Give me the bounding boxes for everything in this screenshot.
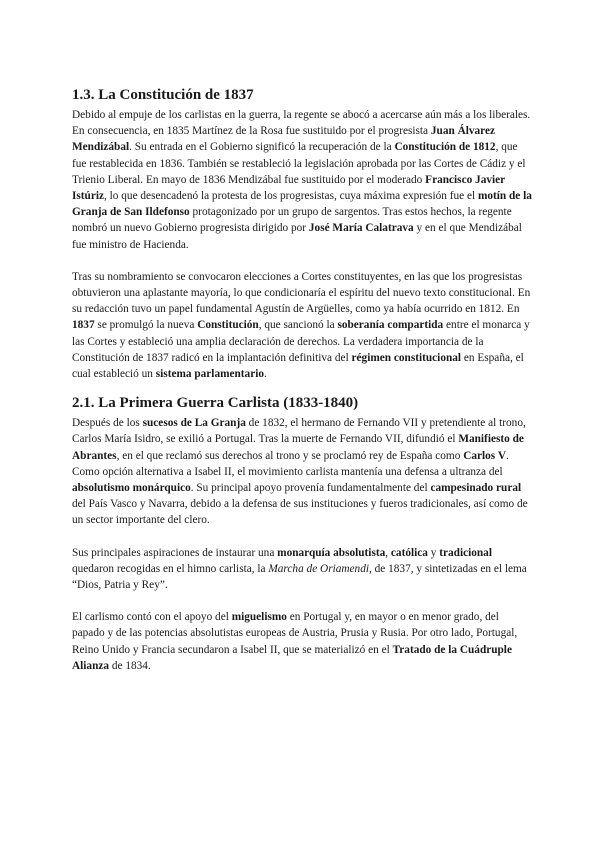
bold-term: tradicional: [439, 546, 492, 559]
text-run: , en el que reclamó sus derechos al trono y se proclamó rey de España como: [116, 449, 464, 462]
text-run: y: [427, 546, 440, 559]
text-run: Después de los: [72, 417, 143, 430]
bold-term: sucesos de La Granja: [142, 417, 246, 430]
bold-term: absolutismo monárquico: [72, 482, 191, 495]
text-run: Sus principales aspiraciones de instaurar una: [72, 546, 278, 559]
text-run: del País Vasco y Navarra, debido a la defensa de sus instituciones y fueros tradicionales, así como de un sector importante del clero.: [72, 498, 528, 527]
text-run: .: [264, 368, 267, 381]
section-heading-constitucion-1837: 1.3. La Constitución de 1837: [72, 87, 254, 103]
bold-term: campesinado rural: [430, 482, 522, 495]
bold-term: miguelismo: [231, 611, 287, 624]
text-run: Como opción alternativa a Isabel II, el movimiento carlista mantenía una defensa a ultranza del: [72, 465, 503, 478]
bold-term: Carlos V: [463, 449, 506, 462]
text-run: ,: [385, 546, 391, 559]
bold-term: monarquía absolutista: [277, 546, 386, 559]
text-run: entre el monarca y las Cortes y estableció una amplia declaración de derechos. La verdadera importancia de la Constitución de 1837 radicó en la implantación definitiva del: [72, 319, 530, 364]
bold-term: Constitución: [197, 319, 259, 332]
text-run: , que sancionó la: [258, 319, 338, 332]
section-heading-primera-guerra-carlista: 2.1. La Primera Guerra Carlista (1833-1840): [72, 395, 359, 412]
text-run: de 1832, el hermano de Fernando VII y pretendiente al trono, Carlos María Isidro, se exilió a Portugal. Tras la muerte de Fernando VII, difundió el: [72, 417, 526, 446]
text-run: . Su entrada en el Gobierno significó la recuperación de la: [129, 141, 395, 154]
bold-term: Tratado de la Cuádruple Alianza: [72, 643, 512, 672]
bold-term: régimen constitucional: [351, 351, 462, 364]
text-run: , de 1837, y sintetizadas en el lema “Dios, Patria y Rey”.: [72, 562, 527, 592]
text-run: . Su principal apoyo provenía fundamentalmente del: [190, 482, 431, 495]
text-run: , lo que desencadenó la protesta de los progresistas, cuya máxima expresión fue el: [104, 190, 478, 203]
text-run: .: [506, 449, 509, 462]
bold-term: Francisco Javier Istúriz: [72, 173, 505, 203]
bold-term: católica: [390, 546, 428, 559]
bold-term: José María Calatrava: [308, 222, 414, 235]
paragraph: [72, 545, 534, 594]
section-spacer: [72, 382, 534, 394]
bold-term: Constitución de 1812: [394, 141, 496, 154]
paragraph: [72, 107, 534, 253]
bold-term: motín de la Granja de San Ildefonso: [72, 190, 532, 219]
text-run: quedaron recogidas en el himno carlista, la: [72, 562, 269, 575]
text-run: y en el que Mendizábal fue ministro de Hacienda.: [72, 222, 522, 251]
bold-term: Manifiesto de Abrantes: [72, 433, 524, 462]
text-run: , que fue restablecida en 1836. También se restableció la legislación aprobada por las Cortes de Cádiz y el Trienio Liberal. En mayo de 1836 Mendizábal fue sustituido por el moderado: [72, 141, 526, 186]
text-run: en Portugal y, en mayor o en menor grado, del papado y de las potencias absolutistas europeas de Austria, Prusia y Rusia. Por otro lado, Portugal, Reino Unido y Francia secundaron a Isabel II, que se materializó en el: [72, 611, 518, 656]
text-run: en España, el cual estableció un: [72, 351, 524, 381]
text-run: Debido al empuje de los carlistas en la guerra, la regente se abocó a acercarse aún más a los liberales. En consecuencia, en 1835 Martínez de la Rosa fue sustituido por el progresista: [72, 109, 531, 138]
paragraph-spacer: [72, 253, 534, 269]
text-run: se promulgó la nueva: [94, 319, 198, 332]
bold-term: sistema parlamentario: [155, 368, 265, 381]
bold-term: 1837: [72, 319, 95, 332]
paragraph: [72, 269, 534, 382]
text-run: protagonizado por un grupo de sargentos. Tras estos hechos, la regente nombró un nuevo Gobierno progresista dirigido por: [72, 206, 512, 235]
paragraph: [72, 609, 534, 674]
paragraph-spacer: [72, 593, 534, 609]
text-run: El carlismo contó con el apoyo del: [72, 611, 232, 624]
paragraph: [72, 415, 534, 464]
bold-term: soberanía compartida: [337, 319, 444, 332]
paragraph-spacer: [72, 529, 534, 545]
italic-term: Marcha de Oriamendi: [268, 562, 369, 575]
bold-term: Juan Álvarez Mendizábal: [72, 125, 496, 154]
text-run: Tras su nombramiento se convocaron elecciones a Cortes constituyentes, en las que los progresistas obtuvieron una aplastante mayoría, lo que condicionaría el espíritu del nuevo texto constitucional. En su redacción tuvo un papel fundamental Agustín de Argüelles, como ya había ocurrido en 1812. En: [72, 270, 531, 316]
paragraph: [72, 464, 534, 529]
document-page: [72, 86, 534, 674]
text-run: de 1834.: [109, 659, 151, 672]
